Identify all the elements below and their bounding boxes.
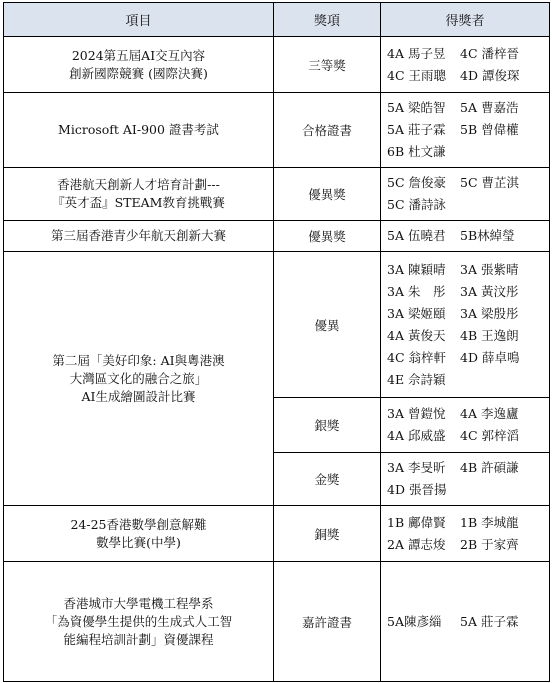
competition-cell <box>4 506 274 562</box>
winner-name: 5C 詹俊豪 <box>387 175 446 190</box>
winners-cell <box>381 168 550 221</box>
winners-line <box>387 325 549 347</box>
winners-line <box>387 281 549 303</box>
winner-name: 4A 邱威盛 <box>387 428 446 443</box>
award-cell: 優異 <box>274 252 381 398</box>
winner-name: 2B 于家齊 <box>460 536 519 552</box>
winners-line <box>387 172 549 194</box>
winners-line <box>387 403 549 425</box>
competition-name-line: 第二屆「美好印象: AI與粵港澳 <box>52 352 225 368</box>
winners-cell <box>381 562 550 682</box>
winner-name: 6B 杜文謙 <box>387 144 446 159</box>
winners-line <box>387 97 549 119</box>
competition-cell <box>4 221 274 252</box>
winners-line <box>387 611 549 633</box>
winners-line <box>387 303 549 325</box>
competition-cell <box>4 93 274 168</box>
competition-name-line: 香港航天創新人才培育計劃--- <box>57 177 220 192</box>
competition-name-line: AI生成繪圖設計比賽 <box>81 388 196 404</box>
winner-name: 4C 潘梓晉 <box>460 45 519 61</box>
winner-name: 4B 許碩謙 <box>460 460 519 475</box>
table-row <box>4 221 550 252</box>
winner-name: 5C 潘詩詠 <box>387 197 446 212</box>
competition-name-line: 能編程培訓計劃」資優課程 <box>63 631 214 647</box>
winners-cell <box>381 221 550 252</box>
competition-name-line: 創新國際競賽 (國際決賽) <box>69 65 208 81</box>
competition-cell <box>4 562 274 682</box>
winners-cell <box>381 453 550 506</box>
competition-name-line: Microsoft AI-900 證書考試 <box>58 122 219 137</box>
competition-name-line: 「為資優學生提供的生成式人工智 <box>44 613 233 629</box>
table-row <box>4 37 550 93</box>
winner-name: 5A 莊子霖 <box>387 122 446 137</box>
winner-name: 5A 曹嘉浩 <box>460 100 519 115</box>
winner-name: 4E 佘詩穎 <box>387 371 446 387</box>
table-row <box>4 168 550 221</box>
table-row <box>4 562 550 682</box>
winner-name: 1B 李城龍 <box>460 514 519 530</box>
competition-name-line: 24-25香港數學創意解難 <box>70 516 207 532</box>
winner-name: 4A 李逸廬 <box>460 406 519 421</box>
winner-name: 3A 朱 彤 <box>387 283 446 299</box>
winners-line <box>387 194 549 216</box>
winner-name: 4D 譚俊琛 <box>460 67 520 83</box>
award-cell: 合格證書 <box>274 93 381 168</box>
winner-name: 4D 薛卓鳴 <box>460 349 520 365</box>
winner-name: 3A 張紫晴 <box>460 261 519 277</box>
winner-name: 3A 梁姬頤 <box>387 305 446 321</box>
header-row <box>4 3 550 37</box>
winner-name: 4A 黃俊天 <box>387 327 446 343</box>
winners-cell <box>381 93 550 168</box>
competition-cell <box>4 252 274 506</box>
competition-cell <box>4 37 274 93</box>
winners-cell <box>381 252 550 398</box>
competition-name-line: 2024第五屆AI交互內容 <box>71 47 206 63</box>
winner-name: 4A 馬子昱 <box>387 45 446 61</box>
winners-line <box>387 225 549 247</box>
winner-name: 4B 王逸朗 <box>460 327 519 343</box>
awards-table <box>3 2 550 682</box>
winner-name: 3A 李旻昕 <box>387 460 446 475</box>
winner-name: 4C 翁梓軒 <box>387 349 446 365</box>
table-row <box>4 252 550 398</box>
winner-name: 3A 曾鎧悅 <box>387 406 446 421</box>
header-item: 項目 <box>4 3 274 37</box>
winner-name: 5A陳彥緇 <box>387 613 442 629</box>
awards-table-body <box>4 37 550 682</box>
winner-name: 5B 曾偉權 <box>460 122 519 137</box>
award-cell: 銅獎 <box>274 506 381 562</box>
winner-name: 5A 伍曉君 <box>387 228 446 243</box>
table-row <box>4 93 550 168</box>
winners-line <box>387 369 549 391</box>
winner-name: 2A 譚志焌 <box>387 536 446 552</box>
winners-line <box>387 534 549 556</box>
winner-name: 5A 莊子霖 <box>460 613 519 629</box>
winners-cell <box>381 37 550 93</box>
winner-name: 5A 梁皓智 <box>387 100 446 115</box>
header-award: 獎項 <box>274 3 381 37</box>
award-cell: 優異獎 <box>274 221 381 252</box>
winners-cell <box>381 506 550 562</box>
competition-name-line: 大灣區文化的融合之旅」 <box>69 370 208 386</box>
competition-name-line: 第三屆香港青少年航天創新大賽 <box>50 228 226 243</box>
winners-line <box>387 457 549 479</box>
winners-line <box>387 479 549 501</box>
winners-line <box>387 119 549 141</box>
winner-name: 4C 王雨聰 <box>387 67 446 83</box>
competition-name-line: 香港城市大學電機工程學系 <box>63 595 214 611</box>
winners-line <box>387 141 549 163</box>
winner-name: 1B 鄺偉賢 <box>387 514 446 530</box>
competition-name-line: 數學比賽(中學) <box>96 534 181 550</box>
winners-line <box>387 65 549 87</box>
winner-name: 4D 張晉揚 <box>387 482 447 497</box>
winner-name: 4C 郭梓滔 <box>460 428 519 443</box>
award-cell: 嘉許證書 <box>274 562 381 682</box>
award-cell: 銀獎 <box>274 398 381 453</box>
winner-name: 3A 梁殷彤 <box>460 305 519 321</box>
winners-line <box>387 259 549 281</box>
award-cell: 三等獎 <box>274 37 381 93</box>
winner-name: 5C 曹芷淇 <box>460 175 519 190</box>
winner-name: 5B林綽瑩 <box>460 228 515 243</box>
table-row <box>4 506 550 562</box>
award-cell: 金獎 <box>274 453 381 506</box>
winners-line <box>387 425 549 447</box>
winners-cell <box>381 398 550 453</box>
winners-line <box>387 347 549 369</box>
competition-name-line: 『英才盃』STEAM教育挑戰賽 <box>52 195 225 210</box>
competition-cell <box>4 168 274 221</box>
winners-line <box>387 512 549 534</box>
header-winners: 得獎者 <box>381 3 550 37</box>
winner-name: 3A 黃汶彤 <box>460 283 519 299</box>
winners-line <box>387 43 549 65</box>
winner-name: 3A 陳穎晴 <box>387 261 446 277</box>
award-cell: 優異獎 <box>274 168 381 221</box>
